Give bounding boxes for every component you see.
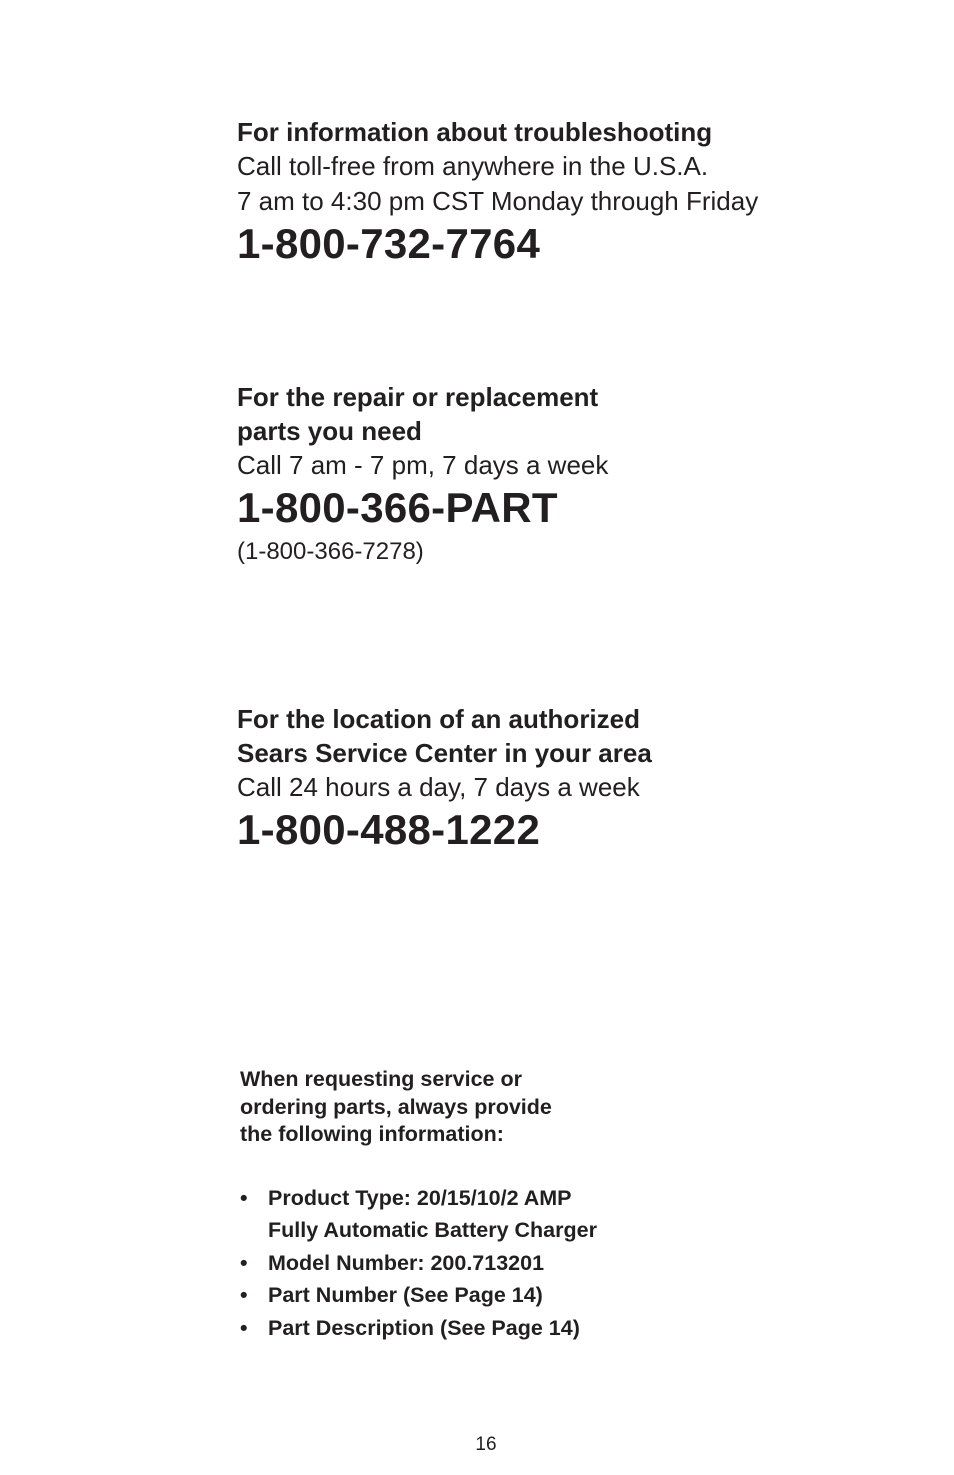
parts-heading-line-2: parts you need <box>237 416 422 446</box>
bullet-icon: • <box>240 1315 248 1340</box>
list-item-product-type <box>240 1182 597 1215</box>
service-center-hours-line: Call 24 hours a day, 7 days a week <box>237 772 640 802</box>
list-item-model-number <box>240 1247 597 1280</box>
notice-intro <box>240 1066 597 1149</box>
parts-phone-number: 1-800-366-PART <box>237 484 558 531</box>
list-item-text: Model Number: 200.713201 <box>268 1250 545 1275</box>
troubleshooting-section <box>237 115 758 269</box>
service-request-notice <box>240 1066 597 1344</box>
list-item-text: Part Description (See Page 14) <box>268 1315 580 1340</box>
list-item-text: Fully Automatic Battery Charger <box>268 1218 597 1242</box>
list-item-product-type-continued <box>240 1214 597 1247</box>
bullet-icon: • <box>240 1185 248 1210</box>
parts-hours-line: Call 7 am - 7 pm, 7 days a week <box>237 450 609 480</box>
parts-phone-numeric: (1-800-366-7278) <box>237 538 424 565</box>
list-item-part-number <box>240 1279 597 1312</box>
list-item-text: Part Number (See Page 14) <box>268 1283 543 1307</box>
page-number: 16 <box>475 1434 497 1455</box>
troubleshooting-heading: For information about troubleshooting <box>237 117 713 147</box>
troubleshooting-hours-line: 7 am to 4:30 pm CST Monday through Friday <box>237 186 759 216</box>
bullet-icon: • <box>240 1283 248 1307</box>
service-center-heading-line-1: For the location of an authorized <box>237 704 640 734</box>
list-item-part-description <box>240 1312 597 1345</box>
notice-intro-line-1: When requesting service or <box>240 1067 522 1091</box>
service-center-section <box>237 702 652 855</box>
notice-intro-line-2: ordering parts, always provide <box>240 1094 552 1119</box>
bullet-icon: • <box>240 1250 248 1275</box>
service-center-phone-number: 1-800-488-1222 <box>237 806 541 853</box>
service-center-heading-line-2: Sears Service Center in your area <box>237 738 652 768</box>
troubleshooting-toll-free-line: Call toll-free from anywhere in the U.S.A. <box>237 151 709 181</box>
notice-intro-line-3: the following information: <box>240 1122 504 1146</box>
list-item-text: Product Type: 20/15/10/2 AMP <box>268 1185 572 1210</box>
required-info-list <box>240 1182 597 1345</box>
parts-section <box>237 380 608 569</box>
troubleshooting-phone-number: 1-800-732-7764 <box>237 220 541 267</box>
parts-heading-line-1: For the repair or replacement <box>237 382 599 412</box>
